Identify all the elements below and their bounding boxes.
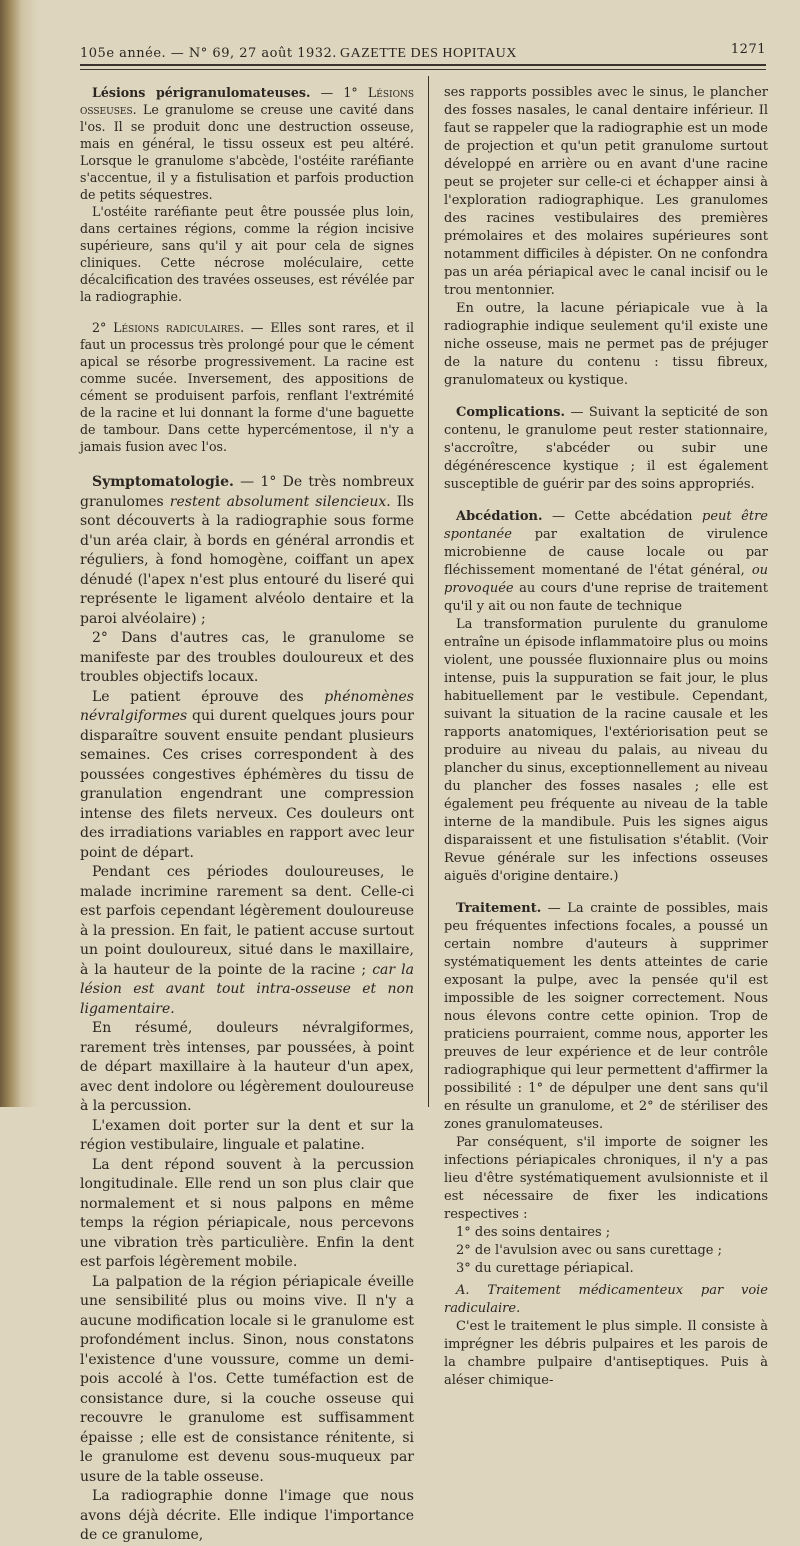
journal-title: GAZETTE DES HOPITAUX xyxy=(340,46,517,61)
paragraph: En résumé, douleurs névralgiformes, rarement très intenses, par poussées, à point de départ maxillaire à la hauteur d'un apex, avec dent indolore ou légèrement douloureuse à la percussion. xyxy=(80,1020,414,1114)
running-header xyxy=(80,42,766,66)
paragraph: C'est le traitement le plus simple. Il consiste à imprégner les débris pulpaires et les parois de la chambre pulpaire d'antiseptiques. Puis à aléser chimique- xyxy=(444,1319,768,1388)
list-item: 3° du curettage périapical. xyxy=(456,1261,634,1276)
subsection-heading: 2° Lésions radiculaires. xyxy=(92,320,245,335)
paragraph: La dent répond souvent à la percussion longitudinale. Elle rend un son plus clair que normalement et si nous palpons en même temps la région périapicale, nous percevons une vibration très particulière. Enfin la dent est parfois légèrement mobile. xyxy=(80,1156,414,1270)
paragraph: En outre, la lacune périapicale vue à la radiographie indique seulement qu'il existe une niche osseuse, mais ne permet pas de préjuger de la nature du contenu : tissu fibreux, granulomateux ou kystique. xyxy=(444,301,768,388)
section-heading: Symptomatologie. xyxy=(92,474,234,490)
emphasis: phénomènes névralgiformes xyxy=(80,688,414,724)
section-heading: Abcédation. xyxy=(456,509,543,524)
indications-list xyxy=(444,1224,768,1278)
paragraph: 2° Lésions radiculaires. — Elles sont rares, et il faut un processus très prolongé pour que le cément apical se résorbe progressivement. La racine est comme sucée. Inversement, des appositions de cément se produisent parfois, renflant l'extrémité de la racine et lui donnant la forme d'une baguette de tambour. Dans cette hypercémentose, il n'y a jamais fusion avec l'os. xyxy=(80,320,414,454)
paragraph: ses rapports possibles avec le sinus, le plancher des fosses nasales, le canal dentaire inférieur. Il faut se rappeler que la radiographie est un mode de projection et qu'un petit granulome surtout développé en arrière ou en avant d'une racine peut se projeter sur celle-ci et échapper ainsi à l'exploration radiographique. Les granulomes des racines vestibulaires des premières prémolaires et des molaires supérieures sont notamment difficiles à dépister. On ne confondra pas un aréa périapical avec le canal incisif ou le trou mentonnier. xyxy=(444,85,768,298)
paragraph: Complications. — Suivant la septicité de son contenu, le granulome peut rester stationnaire, s'accroître, s'abcéder ou subir une dégénérescence kystique ; il est également susceptible de guérir par des soins appropriés. xyxy=(444,405,769,492)
paragraph-text: Cette abcédation xyxy=(574,509,693,524)
column-divider xyxy=(428,76,429,1107)
paragraph-text: Le patient éprouve des xyxy=(92,688,304,705)
symptom-section xyxy=(80,473,414,1546)
header-rule-thin xyxy=(80,69,766,70)
paragraph: La transformation purulente du granulome entraîne un épisode inflammatoire plus ou moins violent, une poussée fluxionnaire plus ou moins intense, puis la suppuration se fait jour, le plus habituellement par le vestibule. Cependant, suivant la situation de la racine causale et les rapports anatomiques, l'extériorisation peut se produire au niveau du palais, au niveau du plancher du sinus, exceptionnellement au niveau du plancher des fosses nasales ; elle est également peu fréquente au niveau de la table interne de la mandibule. Puis les signes aigus disparaissent et une fistulisation s'établit. (Voir Revue générale sur les infections osseuses aiguës d'origine dentaire.) xyxy=(444,617,768,884)
paragraph: Traitement. — La crainte de possibles, mais peu fréquentes infections focales, a poussé un certain nombre d'auteurs à supprimer systématiquement les dents atteintes de carie exposant la pulpe, avec la pensée qu'il est impossible de les soigner correctement. Nous nous élevons contre cette opinion. Trop de praticiens pourraient, comme nous, apporter les preuves de leur expérience et de leur contrôle radiographique qui leur permettent d'affirmer la possibilité : 1° de dépulper une dent sans qu'il en résulte un granulome, et 2° de stériliser des zones granulomateuses. xyxy=(444,901,768,1132)
list-item: 1° des soins dentaires ; xyxy=(456,1225,611,1240)
section-heading: Traitement. xyxy=(456,901,542,916)
paragraph-text: au cours d'une reprise de traitement qu'il y ait ou non faute de technique xyxy=(444,581,768,614)
paragraph-text: Suivant la septicité de son contenu, le granulome peut rester stationnaire, s'accroître, s'abcéder ou subir une dégénérescence kystique ; il est également susceptible de guérir par des soins appropriés. xyxy=(444,405,769,492)
paragraph xyxy=(80,688,414,864)
paragraph-text: Elles sont rares, et il faut un processus très prolongé pour que le cément apical se résorbe progressivement. La racine est comme sucée. Inversement, des appositions de cément se produisent parfois, renflant l'extrémité de la racine et lui donnant la forme d'une baguette de tambour. Dans cette hypercémentose, il n'y a jamais fusion avec l'os. xyxy=(80,320,414,454)
left-column xyxy=(80,84,414,1546)
paragraph: La radiographie donne l'image que nous avons déjà décrite. Elle indique l'importance de ce granulome, xyxy=(80,1488,414,1543)
emphasis: car la lésion est avant tout intra-osseuse et non ligamentaire. xyxy=(80,961,414,1017)
paragraph: La palpation de la région périapicale éveille une sensibilité plus ou moins vive. Il n'y a aucune modification locale si le granulome est profondément inclus. Sinon, nous constatons l'existence d'une voussure, comme un demi-pois accolé à l'os. Cette tuméfaction est de consistance dure, si la couche osseuse qui recouvre le granulome est suffisamment épaisse ; elle est de consistance rénitente, si le granulome est devenu sous-muqueux par usure de la table osseuse. xyxy=(80,1273,414,1485)
right-column xyxy=(444,84,768,1390)
paragraph: Symptomatologie. — 1° De très nombreux granulomes restent absolument silencieux. Ils sont découverts à la radiographie sous forme d'un aréa clair, à bords en général arrondis et réguliers, à fond homogène, coiffant un apex dénudé (l'apex n'est plus entouré du liseré qui représente le ligament alvéolo dentaire et la paroi alvéolaire) ; xyxy=(80,474,414,627)
paragraph: L'examen doit porter sur la dent et sur la région vestibulaire, linguale et palatine. xyxy=(80,1117,414,1153)
paragraph: Abcédation. — Cette abcédation peut être spontanée par exaltation de virulence microbienne de cause locale ou par fléchissement momentané de l'état général, ou provoquée au cours d'une reprise de traitement qu'il y ait ou non faute de technique xyxy=(444,509,769,614)
paragraph: 2° Dans d'autres cas, le granulome se manifeste par des troubles douloureux et des troubles objectifs locaux. xyxy=(80,630,414,685)
paragraph-text: Le granulome se creuse une cavité dans l'os. Il se produit donc une destruction osseuse, mais en général, le tissu osseux est peu altéré. Lorsque le granulome s'abcède, l'ostéite raréfiante s'accentue, il y a fistulisation et parfois production de petits séquestres. xyxy=(80,102,414,202)
subsection-heading xyxy=(444,1282,768,1318)
paragraph: L'ostéite raréfiante peut être poussée plus loin, dans certaines régions, comme la région incisive supérieure, sans qu'il y ait pour cela de signes cliniques. Cette nécrose moléculaire, cette décalcification des travées osseuses, est révélée par la radiographie. xyxy=(80,204,414,304)
paragraph-text: par exaltation de virulence microbienne de cause locale ou par fléchissement momentané de l'état général, xyxy=(444,527,768,578)
paragraph: Par conséquent, s'il importe de soigner les infections périapicales chroniques, il n'y a pas lieu d'être systématiquement avulsionniste et il est nécessaire de fixer les indications respectives : xyxy=(444,1135,768,1222)
subsection-heading: 1° Lésions osseuses. xyxy=(80,85,414,117)
list-item: 2° de l'avulsion avec ou sans curettage ; xyxy=(456,1243,722,1258)
paragraph xyxy=(80,863,414,1019)
emphasis: peut être spontanée xyxy=(444,509,769,542)
paragraph-text: 1° De très nombreux granulomes xyxy=(80,474,414,510)
header-rule-thick xyxy=(80,64,766,66)
issue-line: 105e année. — N° 69, 27 août 1932. xyxy=(80,46,337,61)
emphasis: A. Traitement médicamenteux par voie radiculaire. xyxy=(444,1283,768,1316)
paragraph-text: Pendant ces périodes douloureuses, le malade incrimine rarement sa dent. Celle-ci est parfois cependant légèrement douloureuse à la pression. En fait, le patient accuse surtout un point douloureux, situé dans le maxillaire, à la hauteur de la pointe de la racine ; xyxy=(80,864,414,978)
paragraph-text: qui durent quelques jours pour disparaître souvent ensuite pendant plusieurs semaines. Ces crises correspondent à des poussées congestives éphémères du tissu de granulation engendrant une compression intense des filets nerveux. Ces douleurs ont des irradiations variables en rapport avec leur point de départ. xyxy=(80,708,415,861)
emphasis: restent absolument silencieux. xyxy=(169,493,391,510)
section-heading: Complications. xyxy=(456,405,565,420)
paragraph-text: Ils sont découverts à la radiographie sous forme d'un aréa clair, à bords en général arrondis et réguliers, à fond homogène, coiffant un apex dénudé (l'apex n'est plus entouré du liseré qui représente le ligament alvéolo dentaire et la paroi alvéolaire) ; xyxy=(80,493,414,627)
emphasis: ou provoquée xyxy=(444,563,769,596)
paragraph-text: La crainte de possibles, mais peu fréquentes infections focales, a poussé un certain nombre d'auteurs à supprimer systématiquement les dents atteintes de carie exposant la pulpe, avec la pensée qu'il est impossible de les soigner correctement. Nous nous élevons contre cette opinion. Trop de praticiens pourraient, comme nous, apporter les preuves de leur expérience et de leur contrôle radiographique qui leur permettent d'affirmer la possibilité : 1° de dépulper une dent sans qu'il en résulte un granulome, et 2° de stériliser des zones granulomateuses. xyxy=(444,901,768,1132)
paragraph: Lésions périgranulomateuses. — 1° Lésions osseuses. Le granulome se creuse une cavité dans l'os. Il se produit donc une destruction osseuse, mais en général, le tissu osseux est peu altéré. Lorsque le granulome s'abcède, l'ostéite raréfiante s'accentue, il y a fistulisation et parfois production de petits séquestres. xyxy=(80,85,414,202)
section-heading: Lésions périgranulomateuses. xyxy=(92,85,311,100)
page-number: 1271 xyxy=(730,42,766,57)
